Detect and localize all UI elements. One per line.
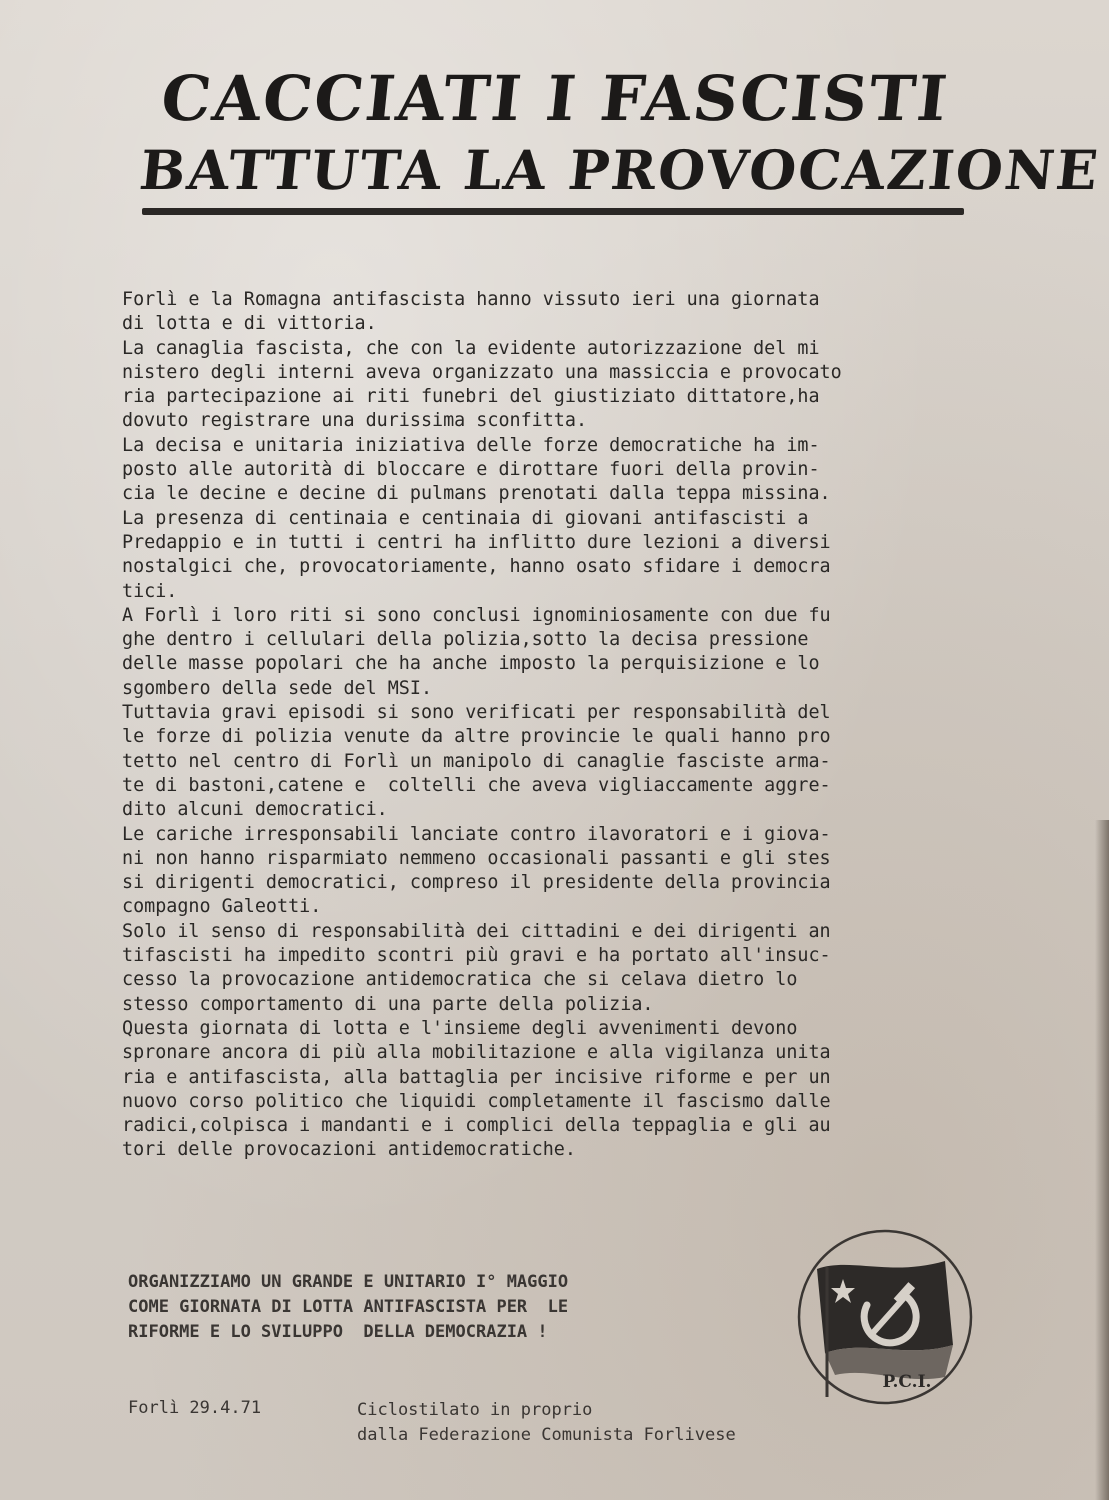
body-line: spronare ancora di più alla mobilitazione e alla vigilanza unita <box>122 1042 831 1064</box>
body-line: nostalgici che, provocatoriamente, hanno osato sfidare i democra <box>122 556 831 578</box>
slogan-line: RIFORME E LO SVILUPPO DELLA DEMOCRAZIA ! <box>128 1322 548 1342</box>
body-line: di lotta e di vittoria. <box>122 313 377 335</box>
body-line: cesso la provocazione antidemocratica che si celava dietro lo <box>122 969 798 991</box>
body-line: La decisa e unitaria iniziativa delle forze democratiche ha im- <box>122 434 820 456</box>
body-line: delle masse popolari che ha anche imposto la perquisizione e lo <box>122 653 820 675</box>
body-line: te di bastoni,catene e coltelli che aveva vigliaccamente aggre- <box>122 774 831 796</box>
body-line: posto alle autorità di bloccare e dirottare fuori della provin- <box>122 459 820 481</box>
body-line: nuovo corso politico che liquidi completamente il fascismo dalle <box>122 1090 831 1112</box>
body-text <box>122 288 992 1163</box>
body-line: compagno Galeotti. <box>122 896 322 918</box>
body-line: stesso comportamento di una parte della polizia. <box>122 993 654 1015</box>
pci-emblem <box>795 1227 975 1407</box>
headline-underline <box>142 208 964 215</box>
slogan-line: COME GIORNATA DI LOTTA ANTIFASCISTA PER LE <box>128 1297 569 1317</box>
body-line: tetto nel centro di Forlì un manipolo di canaglie fasciste arma- <box>122 750 831 772</box>
body-line: dito alcuni democratici. <box>122 799 388 821</box>
body-line: tori delle provocazioni antidemocratiche. <box>122 1139 576 1161</box>
body-line: Forlì e la Romagna antifascista hanno vissuto ieri una giornata <box>122 289 820 310</box>
headline-line-1: CACCIATI I FASCISTI <box>157 62 953 135</box>
body-line: ghe dentro i cellulari della polizia,sotto la decisa pressione <box>122 629 809 651</box>
headline-line-2: BATTUTA LA PROVOCAZIONE <box>136 138 1103 202</box>
body-line: La presenza di centinaia e centinaia di giovani antifascisti a <box>122 507 809 529</box>
body-line: ria partecipazione ai riti funebri del giustiziato dittatore,ha <box>122 386 820 408</box>
body-line: Solo il senso di responsabilità dei cittadini e dei dirigenti an <box>122 920 831 942</box>
body-line: tifascisti ha impedito scontri più gravi e ha portato all'insuc- <box>122 945 831 967</box>
body-line: A Forlì i loro riti si sono conclusi ignominiosamente con due fu <box>122 604 831 626</box>
body-line: cia le decine e decine di pulmans prenotati dalla teppa missina. <box>122 483 831 505</box>
body-line: ni non hanno risparmiato nemmeno occasionali passanti e gli stes <box>122 847 831 869</box>
body-line: radici,colpisca i mandanti e i complici della teppaglia e gli au <box>122 1115 831 1137</box>
body-line: si dirigenti democratici, compreso il presidente della provincia <box>122 872 831 894</box>
footer-date: Forlì 29.4.71 <box>128 1398 262 1418</box>
body-line: tici. <box>122 580 178 602</box>
body-line: dovuto registrare una durissima sconfitta. <box>122 410 588 432</box>
body-line: La canaglia fascista, che con la evidente autorizzazione del mi <box>122 337 820 359</box>
body-line: ria e antifascista, alla battaglia per incisive riforme e per un <box>122 1066 831 1088</box>
body-line: Questa giornata di lotta e l'insieme degli avvenimenti devono <box>122 1017 798 1039</box>
body-line: Predappio e in tutti i centri ha inflitto dure lezioni a diversi <box>122 531 831 553</box>
body-line: sgombero della sede del MSI. <box>122 677 433 699</box>
body-line: Tuttavia gravi episodi si sono verificati per responsabilità del <box>122 702 831 724</box>
slogan <box>128 1270 768 1345</box>
footer-printer <box>357 1398 736 1448</box>
printer-line-1: Ciclostilato in proprio <box>357 1400 593 1420</box>
emblem-label: P.C.I. <box>882 1372 932 1392</box>
body-line: le forze di polizia venute da altre provincie le quali hanno pro <box>122 726 831 748</box>
slogan-line: ORGANIZZIAMO UN GRANDE E UNITARIO I° MAGGIO <box>128 1272 569 1292</box>
body-line: Le cariche irresponsabili lanciate contro ilavoratori e i giova- <box>122 823 831 845</box>
printer-line-2: dalla Federazione Comunista Forlivese <box>357 1425 736 1445</box>
body-line: nistero degli interni aveva organizzato una massiccia e provocato <box>122 361 842 383</box>
